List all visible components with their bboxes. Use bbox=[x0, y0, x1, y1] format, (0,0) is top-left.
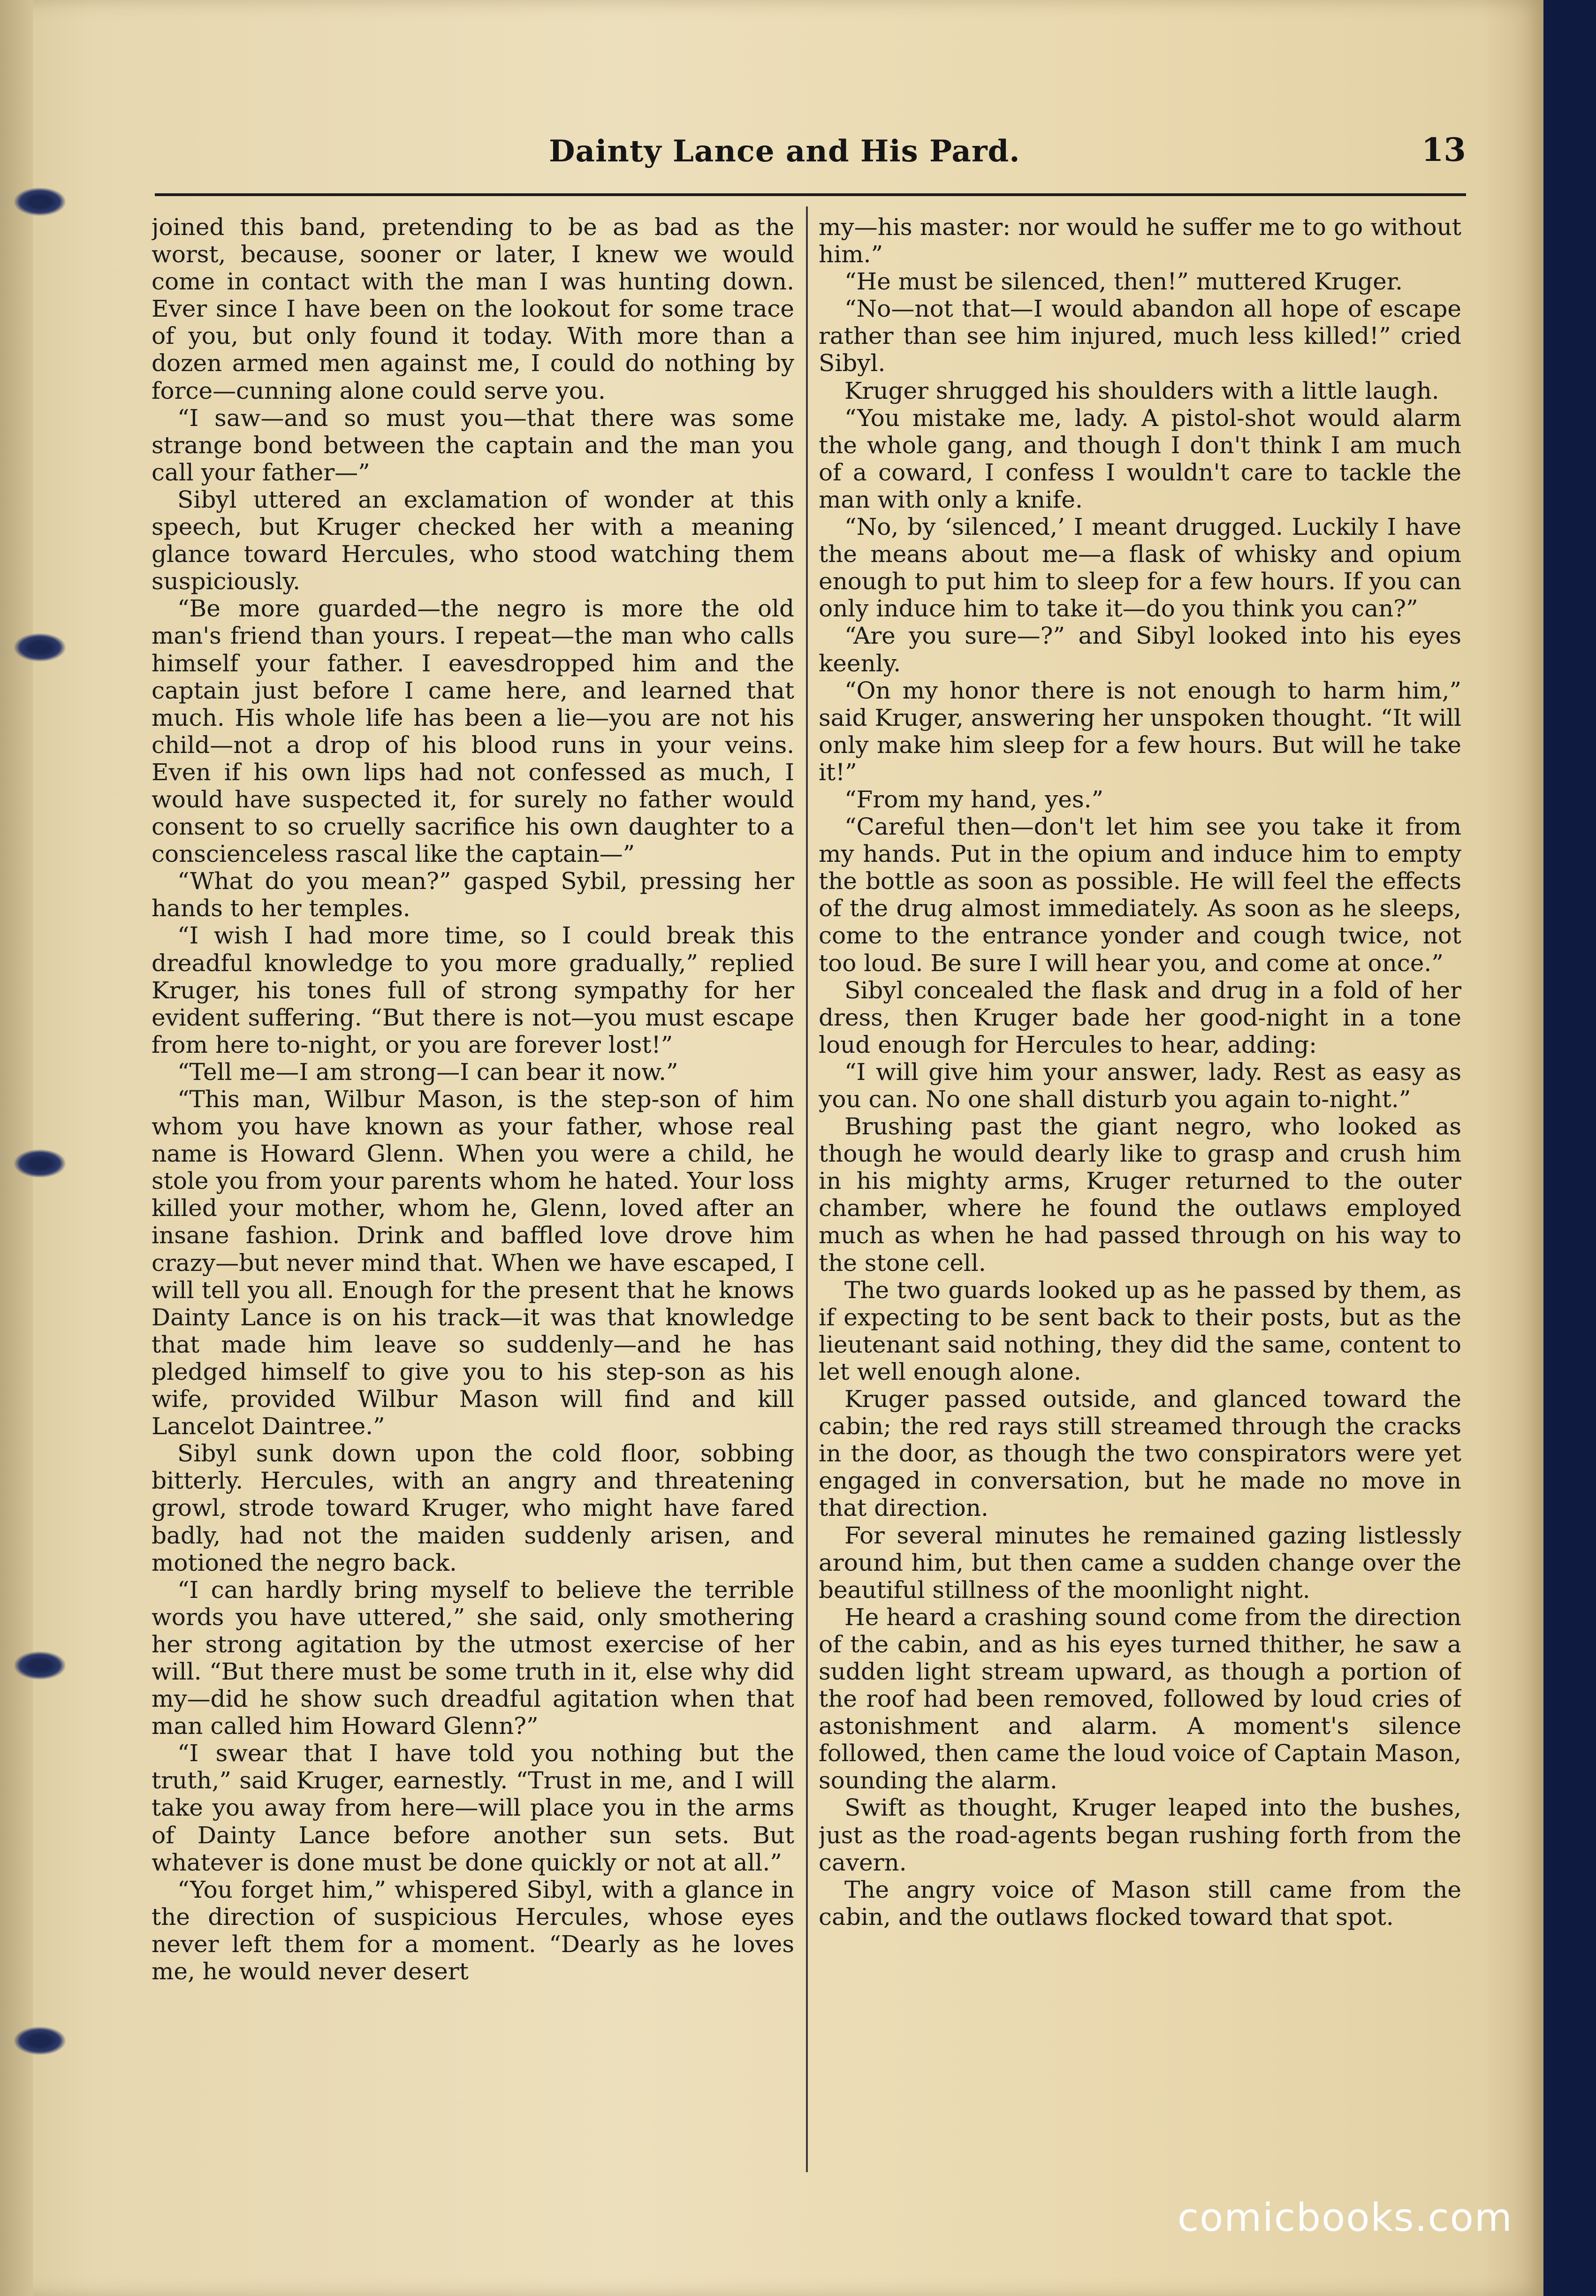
paragraph: The two guards looked up as he passed by them, as if expecting to be sent back to their posts, but as the lieutenant said nothing, they did the same, content to let well enough alone. bbox=[819, 1276, 1461, 1385]
paragraph: Brushing past the giant negro, who looked as though he would dearly like to grasp and crush him in his mighty arms, Kruger returned to the outer chamber, where he found the outlaws employed much as when he had passed through on his way to the stone cell. bbox=[819, 1113, 1461, 1277]
paragraph: “I saw—and so must you—that there was some strange bond between the captain and the man you call your father—” bbox=[152, 404, 794, 486]
paragraph: “I can hardly bring myself to believe the terrible words you have uttered,” she said, only smothering her strong agitation by the utmost exercise of her will. “But there must be some truth in it, else why did my—did he show such dreadful agitation when that man called him Howard Glenn?” bbox=[152, 1576, 794, 1740]
paragraph: my—his master: nor would he suffer me to go without him.” bbox=[819, 213, 1461, 268]
paragraph: “He must be silenced, then!” muttered Kruger. bbox=[844, 268, 1403, 296]
paragraph: Kruger passed outside, and glanced toward the cabin; the red rays still streamed through the cracks in the door, as though the two conspirators were yet engaged in conversation, but he made no move in that direction. bbox=[819, 1385, 1461, 1522]
paragraph: “On my honor there is not enough to harm him,” said Kruger, answering her unspoken thought. “It will only make him sleep for a few hours. But will he take it!” bbox=[819, 677, 1461, 786]
paragraph: “I will give him your answer, lady. Rest as easy as you can. No one shall disturb you again to-night.” bbox=[819, 1058, 1461, 1113]
paragraph: Sibyl concealed the flask and drug in a fold of her dress, then Kruger bade her good-night in a tone loud enough for Hercules to hear, adding: bbox=[819, 976, 1461, 1058]
paragraph: joined this band, pretending to be as bad as the worst, because, sooner or later, I knew we would come in contact with the man I was hunting down. Ever since I have been on the lookout for some trace of you, but only found it today. With more than a dozen armed men against me, I could do nothing by force—cunning alone could serve you. bbox=[152, 213, 794, 404]
running-title: Dainty Lance and His Pard. bbox=[549, 134, 1020, 169]
paragraph: “No, by ‘silenced,’ I meant drugged. Luckily I have the means about me—a flask of whisky and opium enough to put him to sleep for a few hours. If you can only induce him to take it—do you think you can?” bbox=[819, 513, 1461, 623]
staple-hole-icon bbox=[14, 1149, 66, 1178]
paragraph: “This man, Wilbur Mason, is the step-son of him whom you have known as your father, whose real name is Howard Glenn. When you were a child, he stole you from your parents whom he hated. Your loss killed your mother, whom he, Glenn, loved after an insane fashion. Drink and baffled love drove him crazy—but never mind that. When we have escaped, I will tell you all. Enough for the present that he knows Dainty Lance is on his track—it was that knowledge that made him leave so suddenly—and he has pledged himself to give you to his step-son as his wife, provided Wilbur Mason will find and kill Lancelot Daintree.” bbox=[152, 1086, 794, 1440]
watermark-link[interactable]: comicbooks.com bbox=[1178, 2196, 1513, 2240]
paragraph: “You forget him,” whispered Sibyl, with a glance in the direction of suspicious Hercules, whose eyes never left them for a moment. “Dearly as he loves me, he would never desert bbox=[152, 1876, 794, 1985]
paragraph: Swift as thought, Kruger leaped into the bushes, just as the road-agents began rushing forth from the cavern. bbox=[819, 1794, 1461, 1876]
paragraph: For several minutes he remained gazing listlessly around him, but then came a sudden change over the beautiful stillness of the moonlight night. bbox=[819, 1521, 1461, 1604]
paragraph: “I wish I had more time, so I could break this dreadful knowledge to you more gradually,” replied Kruger, his tones full of strong sympathy for her evident suffering. “But there is not—you must escape from here to-night, or you are forever lost!” bbox=[152, 922, 794, 1058]
paragraph: Sibyl sunk down upon the cold floor, sobbing bitterly. Hercules, with an angry and threatening growl, strode toward Kruger, who might have fared badly, had not the maiden suddenly arisen, and motioned the negro back. bbox=[152, 1440, 794, 1576]
paragraph: “Tell me—I am strong—I can bear it now.” bbox=[177, 1058, 678, 1086]
staple-hole-icon bbox=[14, 1651, 66, 1680]
paragraph: “No—not that—I would abandon all hope of escape rather than see him injured, much less killed!” cried Sibyl. bbox=[819, 295, 1461, 377]
paragraph: “Be more guarded—the negro is more the old man's friend than yours. I repeat—the man who calls himself your father. I eavesdropped him and the captain just before I came here, and learned that much. His whole life has been a lie—you are not his child—not a drop of his blood runs in your veins. Even if his own lips had not confessed as much, I would have suspected it, for surely no father would consent to so cruelly sacrifice his own daughter to a conscienceless rascal like the captain—” bbox=[152, 595, 794, 868]
paragraph: The angry voice of Mason still came from the cabin, and the outlaws flocked toward that spot. bbox=[819, 1876, 1461, 1931]
staple-hole-icon bbox=[14, 188, 66, 216]
paragraph: Kruger shrugged his shoulders with a little laugh. bbox=[844, 377, 1439, 404]
column-divider bbox=[806, 206, 808, 2172]
right-column bbox=[819, 213, 1461, 2174]
staple-hole-icon bbox=[14, 2027, 66, 2055]
paragraph: He heard a crashing sound come from the direction of the cabin, and as his eyes turned thither, he saw a sudden light stream upward, as though a portion of the roof had been removed, followed by loud cries of astonishment and alarm. A moment's silence followed, then came the loud voice of Captain Mason, sounding the alarm. bbox=[819, 1603, 1461, 1794]
paragraph: “Are you sure—?” and Sibyl looked into his eyes keenly. bbox=[819, 622, 1461, 677]
paragraph: “I swear that I have told you nothing but the truth,” said Kruger, earnestly. “Trust in me, and I will take you away from here—will place you in the arms of Dainty Lance before another sun sets. But whatever is done must be done quickly or not at all.” bbox=[152, 1740, 794, 1876]
paragraph: “What do you mean?” gasped Sybil, pressing her hands to her temples. bbox=[152, 867, 794, 922]
paragraph: Sibyl uttered an exclamation of wonder at this speech, but Kruger checked her with a meaning glance toward Hercules, who stood watching them suspiciously. bbox=[152, 486, 794, 595]
binding-edge bbox=[0, 0, 33, 2296]
page-number: 13 bbox=[1421, 131, 1466, 169]
paragraph: “You mistake me, lady. A pistol-shot would alarm the whole gang, and though I don't think I am much of a coward, I confess I wouldn't care to tackle the man with only a knife. bbox=[819, 404, 1461, 513]
paragraph: “Careful then—don't let him see you take it from my hands. Put in the opium and induce him to empty the bottle as soon as possible. He will feel the effects of the drug almost immediately. As soon as he sleeps, come to the entrance yonder and cough twice, not too loud. Be sure I will hear you, and come at once.” bbox=[819, 813, 1461, 977]
staple-hole-icon bbox=[14, 633, 66, 661]
paragraph: “From my hand, yes.” bbox=[844, 785, 1104, 813]
left-column bbox=[152, 213, 794, 2174]
header-rule bbox=[155, 193, 1466, 196]
